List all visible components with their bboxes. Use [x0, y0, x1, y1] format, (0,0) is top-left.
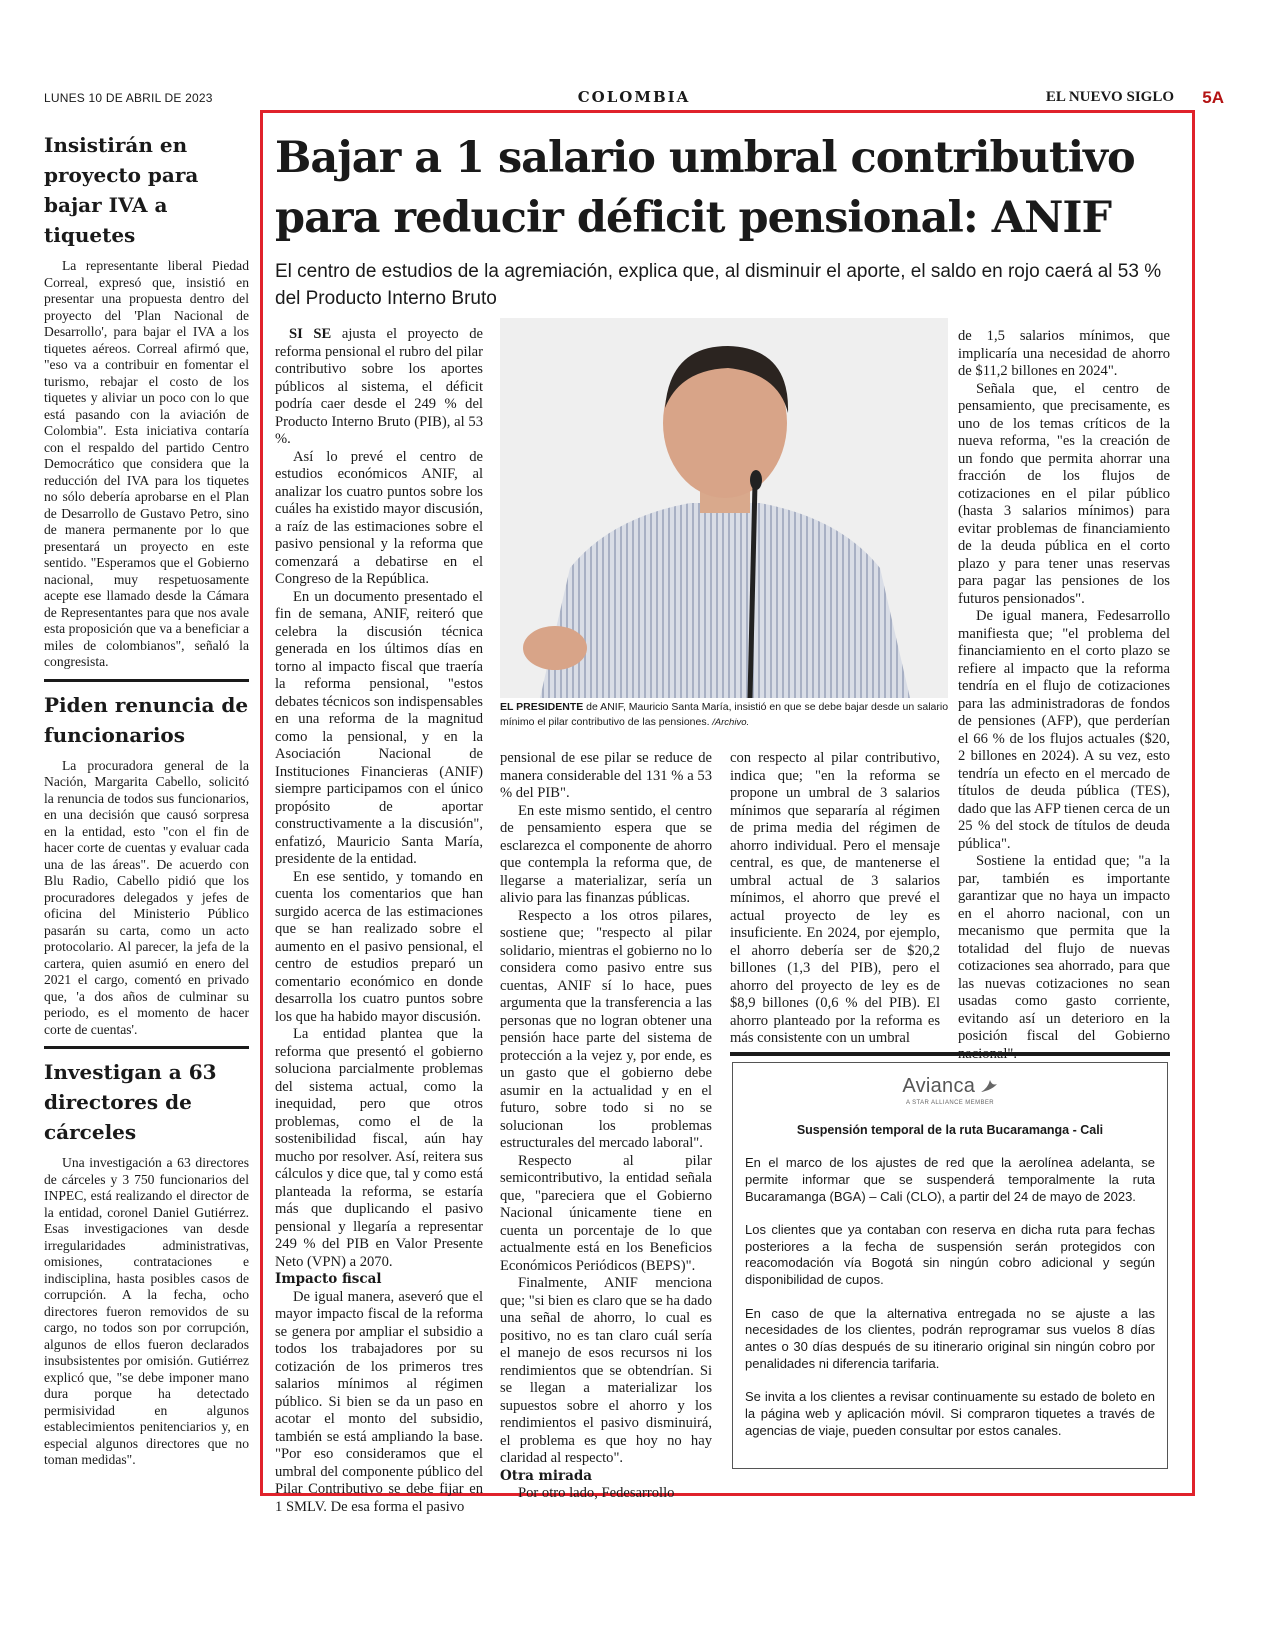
article-headline: Bajar a 1 salario umbral contributivo para reducir déficit pensional: ANIF [275, 133, 1135, 243]
photo-caption: EL PRESIDENTE de ANIF, Mauricio Santa María, insistió en que se debe bajar desde un salario mínimo el pilar contributivo de las pensiones. /Archivo. [500, 701, 949, 728]
notice-paragraph: En caso de que la alternativa entregada no se ajuste a las necesidades de los clientes, podrán reprogramar sus vuelos 8 días antes o 30 días después de su itinerario original sin ningún cobro por penalidades ni diferencia tarifaria. [745, 1305, 1155, 1371]
paragraph: En ese sentido, y tomando en cuenta los comentarios que han surgido acerca de las estimaciones que se han realizado sobre el aumento en el pasivo pensional, el centro de estudios preparó un comentario económico en donde desarrolla los cuatro puntos sobre los que ha habido mayor discusión. [275, 868, 483, 1025]
article-column-4 [958, 328, 1170, 1063]
notice-paragraph: En el marco de los ajustes de red que la aerolínea adelanta, se permite informar que se suspenderá temporalmente la ruta Bucaramanga (BGA) – Cali (CLO), a partir del 24 de mayo de 2023. [745, 1155, 1155, 1204]
bird-icon [980, 1078, 998, 1094]
article-column-3 [730, 750, 940, 1048]
paragraph: Señala que, el centro de pensamiento, que precisamente, es uno de los temas críticos de la nueva reforma, "es la creación de un fondo que permita ahorrar una fracción de los flujos de cotizaciones en el pilar público (hasta 3 salarios mínimos) para evitar problemas de financiamiento de la deuda pública en el corto plazo y para tener unas reservas para pagar las pensiones de los futuros pensionados". [958, 380, 1170, 607]
paragraph: con respecto al pilar contributivo, indica que; "en la reforma se propone un umbral de 3 salarios mínimos que separaría al régimen de prima media del régimen de ahorro individual. Pero el mensaje central, es que, de mantenerse el umbral actual de 3 salarios mínimos, el ahorro que prevé el actual proyecto de ley es insuficiente. En 2024, por ejemplo, el ahorro debería ser de $20,2 billones (1,3 del PIB), pero el ahorro del proyecto de ley es de $8,9 billones (0,6 % del PIB). El ahorro planteado por la reforma es más consistente con un umbral [730, 750, 940, 1046]
sidebar-briefs [44, 130, 249, 1469]
speaker-photo [500, 318, 948, 698]
page-header [44, 88, 1224, 110]
divider [44, 1046, 249, 1049]
issue-date: LUNES 10 DE ABRIL DE 2023 [44, 91, 213, 105]
article-photo [500, 318, 948, 698]
paragraph: SI SE ajusta el proyecto de reforma pensional el rubro del pilar contributivo sobre los aportes públicos al sistema, el déficit podría caer desde el 249 % del Producto Interno Bruto (PIB), al 53 %. [275, 326, 484, 447]
brief-body: Una investigación a 63 directores de cárceles y 3 750 funcionarios del INPEC, está realizando el director de la entidad, coronel Daniel Gutiérrez. Esas investigaciones van desde irregularidades administrativas, omisiones, contrataciones e indisciplina, hasta posibles casos de corrupción. A la fecha, ocho directores fueron removidos de su cargo, no todos son por corrupción, algunos de ellos fueron declarados insubsistentes por omisión. Gutiérrez explicó que, "se debe imponer mano dura porque ha detectado permisividad en algunos establecimientos penitenciarios y, en especial algunos directores que no toman medidas". [44, 1155, 249, 1467]
paragraph: pensional de ese pilar se reduce de manera considerable del 131 % a 53 % del PIB". [500, 750, 712, 801]
brief-title: Piden renuncia de funcionarios [44, 692, 249, 747]
notice-body [745, 1155, 1155, 1456]
paragraph: De igual manera, Fedesarrollo manifiesta que; "el problema del financiamiento en el corto plazo se refiere al impacto que la reforma tendría en el flujo de cotizaciones para las administradoras de fondos de pensiones (AFP), que perderían el 66 % de los flujos actuales ($20, 2 billones en 2024). A su vez, esto tendría un efecto en el mercado de títulos de deuda pública (TES), dado que las AFP tienen cerca de un 25 % del stock de títulos de deuda pública". [958, 608, 1170, 852]
paragraph: de 1,5 salarios mínimos, que implicaría una necesidad de ahorro de $11,2 billones en 2024". [958, 328, 1170, 379]
subheading: Otra mirada [500, 1467, 593, 1484]
notice-title: Suspensión temporal de la ruta Bucaramanga - Cali [796, 1123, 1104, 1137]
paragraph: Así lo prevé el centro de estudios económicos ANIF, al analizar los cuatro puntos sobre los cuáles ha existido mayor discusión, a raíz de las estimaciones sobre el pasivo pensional y la reforma que comenzará a debatirse en el Congreso de la República. [275, 448, 483, 587]
newspaper-name: EL NUEVO SIGLO [1045, 89, 1174, 105]
divider [44, 679, 249, 682]
paragraph: Finalmente, ANIF menciona que; "si bien es claro que se ha dado una señal de ahorro, lo cual es positivo, no es tan claro cuál sería el manejo de esos recursos ni los rendimientos que se obtendrían. Si se llegan a materializar los supuestos sobre el ahorro y los rendimientos el pasivo disminuirá, el problema es que hoy no hay claridad al respecto". [500, 1275, 712, 1466]
lead-in: SI SE [289, 326, 332, 342]
paragraph: Por otro lado, Fedesarrollo [518, 1485, 675, 1501]
paragraph: Sostiene la entidad que; "a la par, también es importante garantizar que no haya un impacto en el ahorro nacional, con un mecanismo que permita que la totalidad del flujo de nuevas cotizaciones sea ahorrado, para que las nuevas cotizaciones no sean usadas como gasto corriente, evitando así un deterioro en la posición fiscal del Gobierno nacional". [958, 853, 1170, 1062]
alliance-tagline: A STAR ALLIANCE MEMBER [905, 1100, 995, 1106]
avianca-logo [733, 1075, 1167, 1106]
brand-name: Avianca [902, 1075, 976, 1097]
avianca-notice [732, 1062, 1168, 1469]
brief-title: Insistirán en proyecto para bajar IVA a tiquetes [44, 133, 199, 247]
subheading: Impacto fiscal [275, 1271, 382, 1287]
paragraph: Respecto a los otros pilares, sostiene que; "respecto al pilar solidario, mientras el gobierno no lo considera como pasivo entre sus cuentas, ANIF sí lo hace, pues argumenta que la transferencia a las personas que no logran obtener una pensión hace parte del sistema de protección a la vejez y, por ende, es un gasto que el gobierno debe asumir en la actualidad y en el futuro, sobre todo si no se solucionan los problemas estructurales del mercado laboral". [500, 907, 712, 1151]
paragraph: La entidad plantea que la reforma que presentó el gobierno soluciona parcialmente problemas del sistema actual, como la inequidad, pero que otros problemas, como el de la sostenibilidad fiscal, aún hay mucho por resolver. Así, reitera sus cálculos y dice que, tal y como está planteada la reforma, se estaría más que duplicando el pasivo pensional y llegaría a representar 249 % del PIB en Valor Presente Neto (VPN) a 2070. [275, 1026, 483, 1270]
paragraph: De igual manera, aseveró que el mayor impacto fiscal de la reforma se genera por ampliar el subsidio a todos los trabajadores por su cotización de los primeros tres salarios mínimos al régimen público. Si bien se da un paso en acotar el monto del subsidio, también se está ampliando la base. "Por eso consideramos que el umbral del componente público del Pilar Contributivo se debe fijar en 1 SMLV. De esa forma el pasivo [275, 1288, 483, 1515]
paragraph: En este mismo sentido, el centro de pensamiento espera que se esclarezca el componente de ahorro que contempla la reforma que, de llegarse a materializar, sería un alivio para las finanzas públicas. [500, 802, 712, 906]
notice-paragraph: Se invita a los clientes a revisar continuamente su estado de boleto en la página web y aplicación móvil. Si compraron tiquetes a través de agencias de viaje, pueden consultar por estos canales. [745, 1389, 1155, 1438]
paragraph: En un documento presentado el fin de semana, ANIF, reiteró que celebra la discusión técnica generada en los últimos días en torno al impacto fiscal que traería la reforma pensional, "estos debates técnicos son indispensables en una reforma de la magnitud como la pensional, y en la Asociación Nacional de Instituciones Financieras (ANIF) siempre participamos con el único propósito de aportar constructivamente a la discusión", enfatizó, Mauricio Santa María, presidente de la entidad. [275, 588, 483, 867]
brief-title: Investigan a 63 directores de cárceles [44, 1060, 217, 1144]
page-number: 5A [1202, 88, 1224, 107]
paragraph: Respecto al pilar semicontributivo, la entidad señala que, "pareciera que el Gobierno Nacional únicamente tiene en cuenta un porcentaje de lo que actualmente está en los Beneficios Económicos Periódicos (BEPS)". [500, 1152, 712, 1274]
article-column-2 [500, 750, 712, 1503]
brief-body: La procuradora general de la Nación, Margarita Cabello, solicitó la renuncia de todos sus funcionarios, en una decisión que causó sorpresa en la entidad, esto "con el fin de hacer corte de cuentas y evaluar cada una de las áreas". De acuerdo con Blu Radio, Cabello pidió que los procuradores delegados y jefes de oficina del Ministerio Público pasarán su carta, como un acto protocolario. Al parecer, la jefa de la cartera, quien asumió en enero del 2021 el cargo, comentó en privado que, 'a dos años de culminar su periodo, es el momento de hacer corte de cuentas'. [44, 757, 249, 1037]
photo-credit: /Archivo. [709, 717, 750, 728]
article-dek: El centro de estudios de la agremiación, explica que, al disminuir el aporte, el saldo en rojo caerá al 53 % del Producto Interno Bruto [275, 261, 1162, 309]
notice-paragraph: Los clientes que ya contaban con reserva en dicha ruta para fechas posteriores a la fecha de suspensión serán protegidos con reacomodación vía Bogotá sin ningún cobro adicional y según disponibilidad de cupos. [745, 1221, 1155, 1288]
article-column-1 [275, 326, 483, 1516]
brief-body: La representante liberal Piedad Correal, expresó que, insistió en presentar una propuesta dentro del proyecto del 'Plan Nacional de Desarrollo', para bajar el IVA a los tiquetes aéreos. Correal afirmó que, "eso va a contribuir en fomentar el turismo, rebajar el costo de los tiquetes y aliviar un poco con lo que está pasando con la aviación de Colombia". Esta iniciativa contaría con el respaldo del partido Centro Democrático que considera que la reducción del IVA para los tiquetes no sólo debería aprobarse en el Plan de Desarrollo de Gustavo Petro, sino de manera permanente por lo que presentará un proyecto en este sentido. "Esperamos que el Gobierno nacional, muy respetuosamente acepte ese llamado desde la Cámara de Representantes para que nos avale esta proposición que va a beneficiar a miles de colombianos", señaló la congresista. [44, 258, 249, 669]
ad-divider [730, 1052, 1170, 1056]
section-name: COLOMBIA [577, 88, 691, 106]
